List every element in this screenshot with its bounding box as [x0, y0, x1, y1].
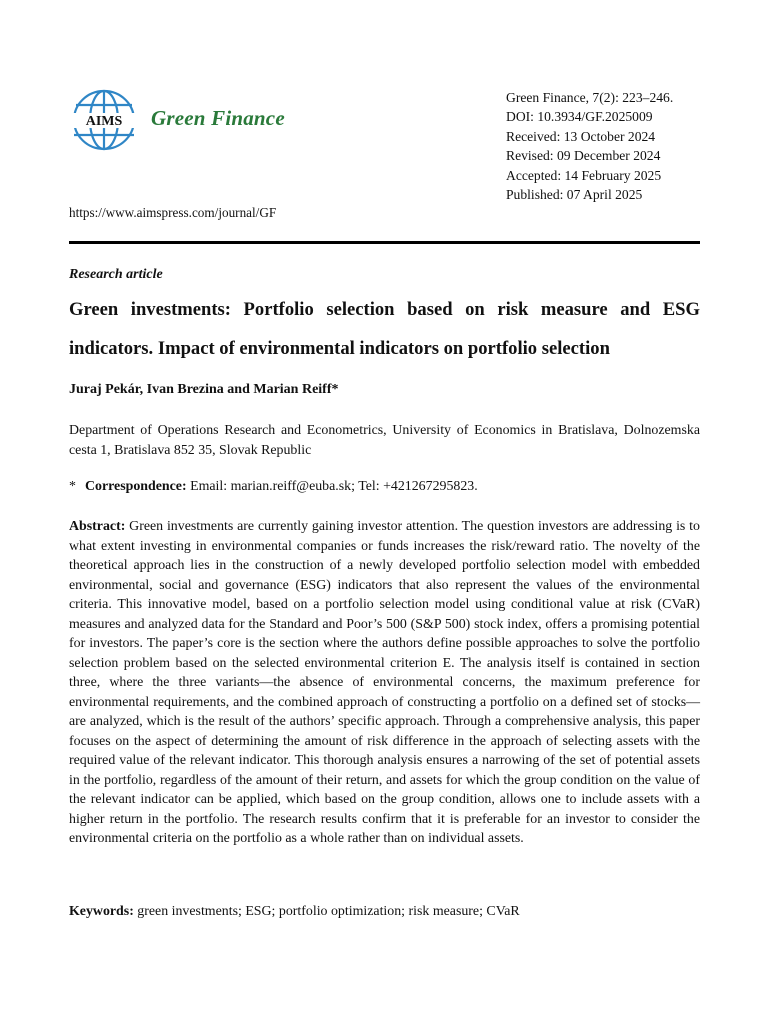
paper-title: Green investments: Portfolio selection based on risk measure and ESG indicators. Impact of environmental indicators on portfolio selection: [69, 299, 700, 359]
article-type: Research article: [69, 267, 163, 282]
citation: Green Finance, 7(2): 223–246.: [506, 90, 674, 105]
abstract-label: Abstract:: [69, 519, 126, 534]
journal-url[interactable]: https://www.aimspress.com/journal/GF: [69, 205, 277, 220]
published-date: Published: 07 April 2025: [506, 187, 643, 203]
author-list: Juraj Pekár, Ivan Brezina and Marian Reiff*: [69, 382, 339, 397]
journal-name: Green Finance: [151, 106, 285, 130]
abstract: [69, 517, 700, 849]
revised-date: Revised: 09 December 2024: [506, 148, 661, 164]
header-divider: [69, 241, 700, 244]
accepted-date: Accepted: 14 February 2025: [506, 167, 662, 183]
keywords-label: Keywords:: [69, 904, 134, 919]
correspondence-text: Email: marian.reiff@euba.sk; Tel: +421267295823.: [186, 479, 478, 494]
received-date: Received: 13 October 2024: [506, 128, 656, 144]
correspondence-star: *: [69, 479, 76, 494]
aims-logo: [69, 89, 139, 151]
keywords: [69, 904, 520, 920]
publication-meta: [506, 88, 673, 204]
doi: DOI: 10.3934/GF.2025009: [506, 109, 653, 125]
keywords-text: green investments; ESG; portfolio optimization; risk measure; CVaR: [133, 904, 520, 919]
abstract-text: Green investments are currently gaining investor attention. The question investors are addressing is to what extent investing in environmental companies or funds increases the risk/reward ratio. The novelty of the theoretical approach lies in the construction of a newly developed portfolio selection model with embedded environmental, social and governance (ESG) indicators that also represent the values of the environmental criteria. This innovative model, based on a portfolio selection model using conditional value at risk (CVaR) measures and analyzed data for the Standard and Poor’s 500 (S&P 500) stock index, offers a promising potential for investors. The paper’s core is the section where the authors define possible approaches to solve the portfolio selection problem based on the selected environmental criterion E. The analysis itself is contained in section three, where the three variants—the absence of environmental concerns, the maximum preference for environmental requirements, and the combined approach of constructing a portfolio on a defined set of stocks—are analyzed, which is the result of the authors’ specific approach. Through a comprehensive analysis, this paper focuses on the aspect of determining the amount of risk difference in the approach of selecting assets with the required value of the relevant indicator. This thorough analysis ensures a narrowing of the set of potential assets in the portfolio, regardless of the amount of their return, and assets for which the group condition on the value of the relevant indicator can be applied, which based on the group condition, allows one to include assets with a higher return in the portfolio. The research results confirm that it is preferable for an investor to consider the environmental criteria on the portfolio as a whole rather than on individual assets.: [69, 519, 700, 846]
logo-text: AIMS: [85, 114, 123, 129]
correspondence: [69, 479, 478, 495]
affiliation: Department of Operations Research and Econometrics, University of Economics in Bratislava, Dolnozemska cesta 1, Bratislava 852 35, Slovak Republic: [69, 423, 700, 458]
correspondence-label: Correspondence:: [85, 479, 187, 494]
